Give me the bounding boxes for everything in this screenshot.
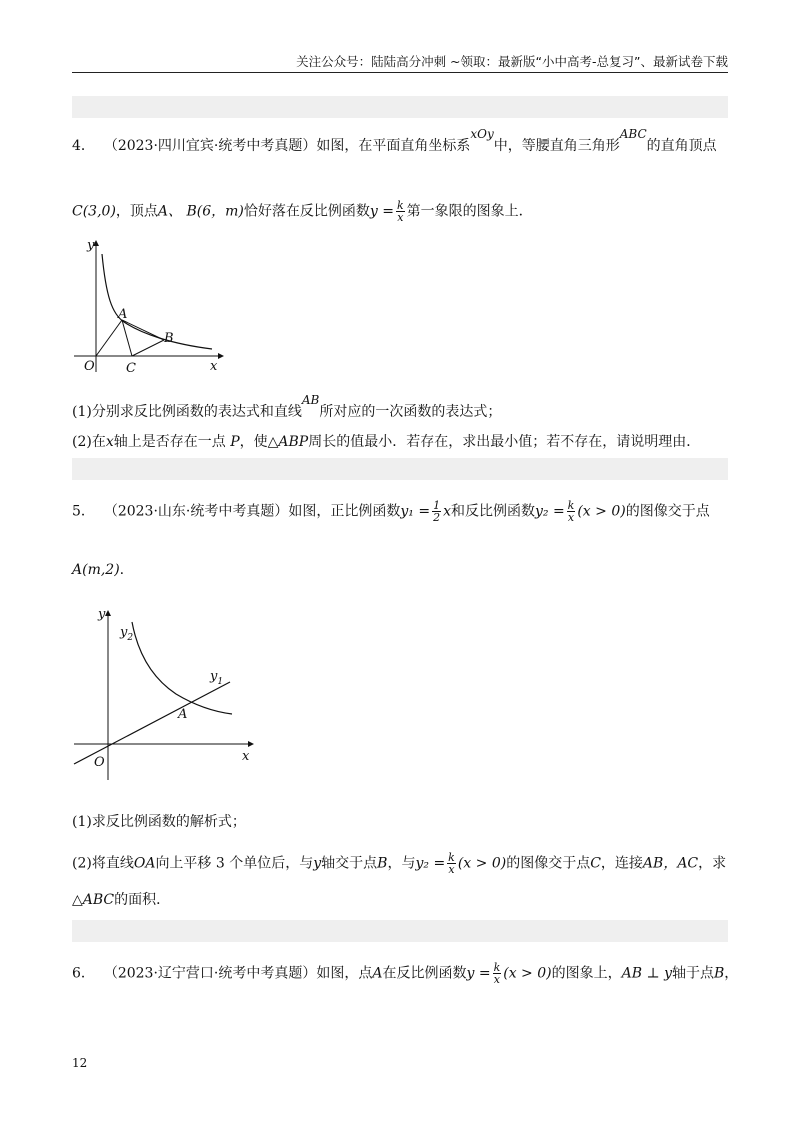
q4-part1 <box>72 393 728 422</box>
q6-fraction <box>493 962 502 985</box>
frac-num: 1 <box>433 499 441 512</box>
q5-point-a: A(m,2) <box>72 562 120 578</box>
q6-number: 6． <box>72 965 95 982</box>
q5-condition2: (x > 0) <box>457 855 507 872</box>
q5-y1: y₁ = <box>400 503 431 520</box>
fig4-label-A: A <box>118 307 128 322</box>
q4-line2 <box>72 200 728 223</box>
q5-text: 如图，正比例函数 <box>288 503 401 520</box>
fig5-label-O: O <box>94 755 105 770</box>
q4-p: P <box>230 434 240 450</box>
q5-line2 <box>72 560 728 580</box>
q5-triangle: △ABC <box>72 892 115 908</box>
fig5-label-A: A <box>178 707 188 722</box>
q5-text: ，连接 <box>600 855 643 872</box>
q6-text: 的图象上， <box>551 965 622 982</box>
q4-fraction <box>396 200 405 223</box>
page-header: 关注公众号：陆陆高分冲刺 ~领取：最新版“小中高考-总复习”、最新试卷下载 <box>296 54 728 69</box>
q5-half <box>432 500 441 523</box>
q4-text: 第一象限的图象上． <box>406 203 533 220</box>
q4-ab: AB <box>301 393 320 407</box>
q4-xoy: xOy <box>470 127 494 141</box>
q5-condition: (x > 0) <box>577 503 626 520</box>
q5-fraction2 <box>447 852 456 875</box>
q5-text: 的图像交于点 <box>625 503 710 520</box>
y1-subscript: 1 <box>217 677 224 687</box>
q5-text: ，与 <box>387 855 416 872</box>
q5-text: (2)将直线 <box>72 855 134 872</box>
fig4-label-C: C <box>126 361 136 376</box>
frac-den: x <box>567 511 575 524</box>
fig5-label-y: y <box>98 607 106 622</box>
y2-subscript: 2 <box>127 633 134 643</box>
q5-text: 向上平移 3 个单位后，与 <box>155 855 314 872</box>
frac-den: x <box>448 863 455 876</box>
fig4-label-O: O <box>84 359 95 374</box>
q4-text: (1)分别求反比例函数的表达式和直线 <box>72 404 302 420</box>
q5-c: C <box>590 855 601 872</box>
q4-text: 如图，在平面直角坐标系 <box>316 138 471 154</box>
q6-text: ， <box>724 965 739 982</box>
q5-abac: AB，AC <box>642 855 699 872</box>
question-separator-band <box>72 458 728 480</box>
q5-part1: (1)求反比例函数的解析式； <box>72 814 246 830</box>
q4-line1 <box>72 127 728 156</box>
q4-points: A、 B(6，m) <box>157 203 244 220</box>
q4-figure <box>72 236 232 376</box>
frac-den: 2 <box>433 511 441 524</box>
segment-CB <box>132 340 164 356</box>
q5-oa: OA <box>133 855 156 872</box>
q6-ab-perp: AB ⊥ y <box>621 965 672 982</box>
y1-letter: y <box>210 669 218 684</box>
x-axis-arrow <box>248 741 254 747</box>
q5-y2: y₂ = <box>534 503 565 520</box>
header-rule <box>72 72 728 73</box>
x-axis-arrow <box>218 353 224 359</box>
q4-text: 的直角顶点 <box>646 138 717 154</box>
fig5-label-y2 <box>119 625 133 643</box>
fig5-label-x: x <box>242 749 250 764</box>
q4-source: （2023·四川宜宾·统考中考真题） <box>103 138 317 154</box>
y-axis-arrow <box>105 610 111 616</box>
q6-source: （2023·辽宁营口·统考中考真题） <box>103 965 317 982</box>
q5-text: ，求 <box>698 855 727 872</box>
frac-den: x <box>493 973 501 986</box>
q6-a: A <box>372 965 383 982</box>
q4-point-c: C(3,0) <box>72 203 116 220</box>
q5-text: . <box>119 562 125 578</box>
q5-y2b: y₂ = <box>415 855 446 872</box>
segment-OA <box>96 320 122 356</box>
q4-text: 恰好落在反比例函数 <box>243 203 370 220</box>
q6-text: 在反比例函数 <box>382 965 467 982</box>
hyperbola-curve <box>102 254 212 349</box>
q4-text: (2)在 <box>72 434 106 450</box>
q4-y-eq: y = <box>369 203 394 220</box>
q5-text: 的面积． <box>114 892 171 908</box>
frac-num: k <box>493 961 501 974</box>
question-separator-band <box>72 96 728 118</box>
q5-line1 <box>72 500 728 523</box>
q6-text: 如图，点 <box>316 965 373 982</box>
q6-line1 <box>72 961 739 986</box>
q4-text: 周长的值最小．若存在，求出最小值；若不存在，请说明理由． <box>308 434 701 450</box>
q5-part2-line2 <box>72 890 728 910</box>
frac-num: k <box>567 499 575 512</box>
hyperbola-curve-y2 <box>132 622 232 714</box>
q5-y: y <box>313 855 322 872</box>
q5-source: （2023·山东·统考中考真题） <box>103 503 289 520</box>
y2-letter: y <box>120 625 128 640</box>
question-separator-band <box>72 920 728 942</box>
q5-text: 的图像交于点 <box>506 855 591 872</box>
frac-num: k <box>396 199 404 212</box>
fig4-label-x: x <box>210 359 218 374</box>
line-y1 <box>74 682 230 764</box>
frac-den: x <box>397 211 404 224</box>
q4-text: ，顶点 <box>115 203 158 220</box>
q6-text: 轴于点 <box>671 965 714 982</box>
q6-condition: (x > 0) <box>503 965 552 982</box>
q5-text: 轴交于点 <box>321 855 378 872</box>
q4-number: 4． <box>72 138 95 154</box>
q5-fraction <box>567 500 576 523</box>
q5-part2-line1 <box>72 852 728 875</box>
q4-text: ，使 <box>239 434 268 450</box>
q6-b: B <box>713 965 725 982</box>
fig4-label-y: y <box>87 238 95 253</box>
q4-text: 所对应的一次函数的表达式； <box>319 404 502 420</box>
q4-x: x <box>105 434 114 450</box>
fig5-label-y1 <box>209 669 223 687</box>
q4-abc: ABC <box>619 127 647 141</box>
q5-figure <box>72 604 272 784</box>
fig4-label-B: B <box>164 331 174 346</box>
q4-text: 轴上是否存在一点 <box>113 434 226 450</box>
q4-text: 中，等腰直角三角形 <box>493 138 620 154</box>
q5-number: 5． <box>72 503 95 520</box>
q4-part2 <box>72 432 728 452</box>
q5-text: 和反比例函数 <box>450 503 535 520</box>
q5-x: x <box>443 503 451 520</box>
q4-triangle: △ABP <box>267 434 309 450</box>
page-number: 12 <box>72 1056 88 1070</box>
segment-AB <box>122 320 164 340</box>
q5-b: B <box>377 855 388 872</box>
frac-num: k <box>448 851 455 864</box>
q6-y-eq: y = <box>466 965 491 982</box>
